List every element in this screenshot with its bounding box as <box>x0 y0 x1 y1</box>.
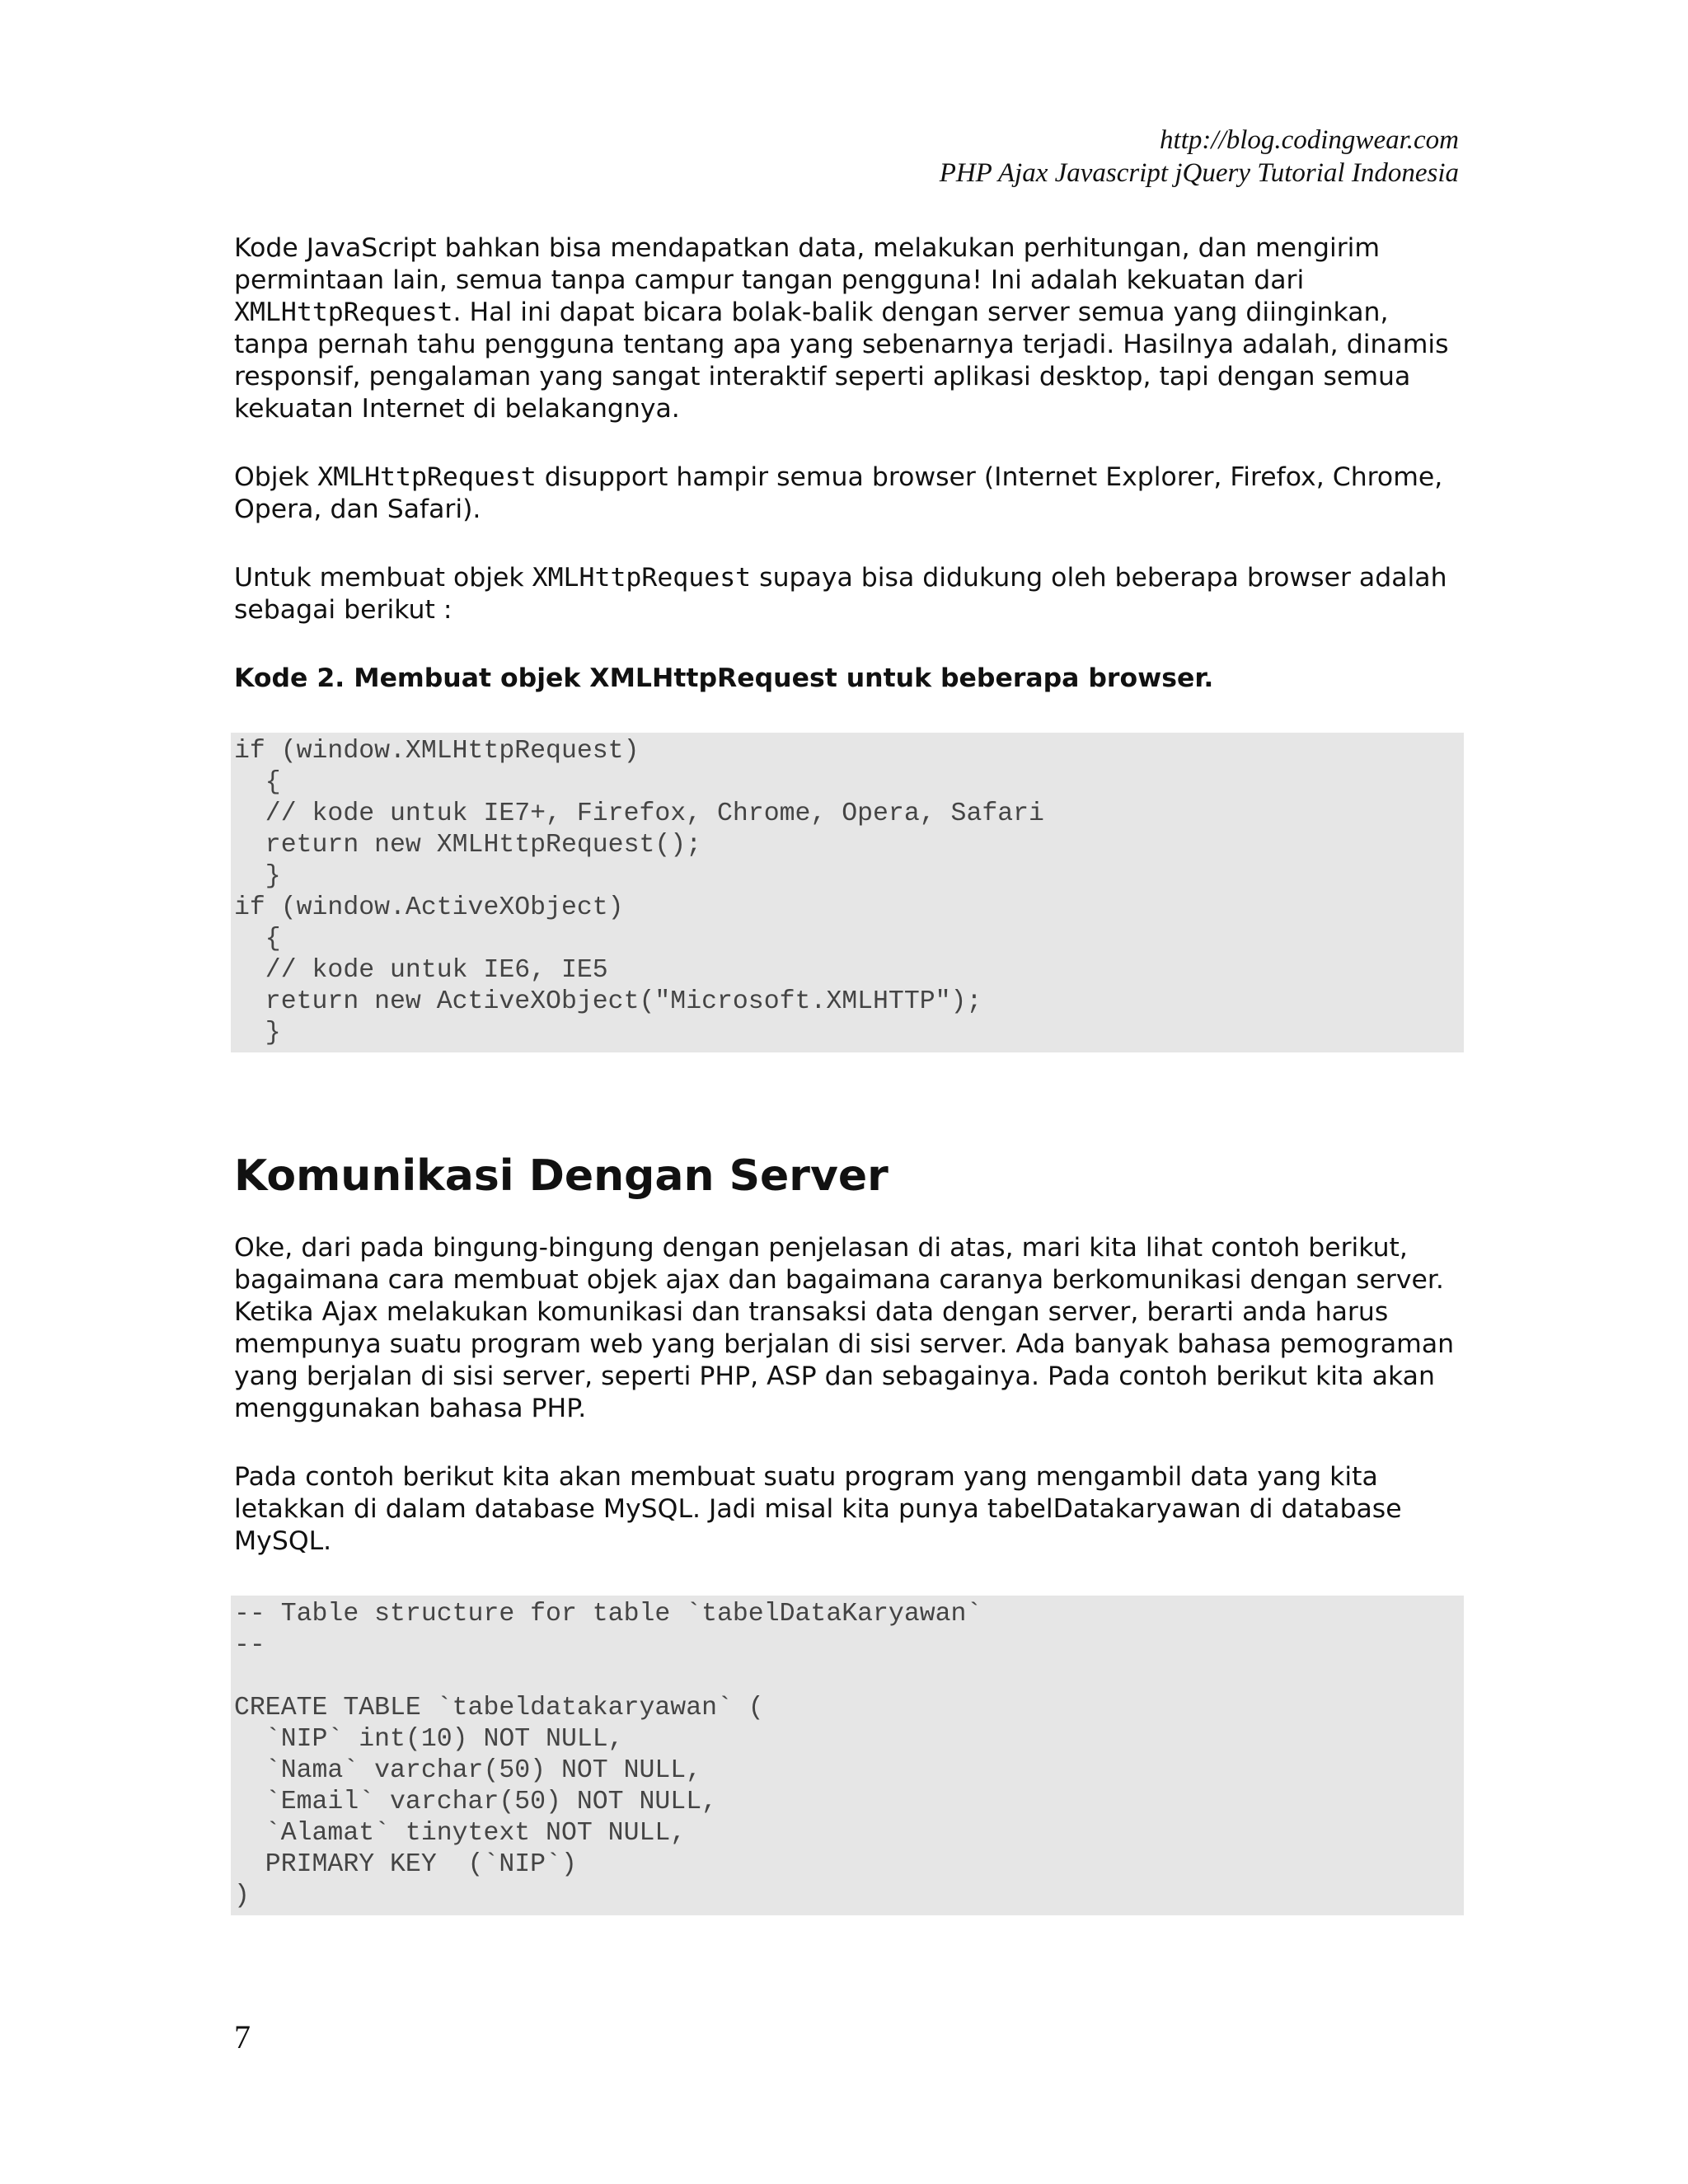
inline-code: XMLHttpRequest <box>532 563 752 593</box>
inline-code: XMLHttpRequest <box>234 298 453 327</box>
paragraph-intro <box>234 232 1462 425</box>
page-header <box>940 124 1459 190</box>
header-url: http://blog.codingwear.com <box>1160 125 1459 155</box>
section-title: Komunikasi Dengan Server <box>234 1151 889 1201</box>
page-number: 7 <box>234 2018 251 2055</box>
paragraph-text: Objek <box>234 462 318 492</box>
code-block-xmlhttprequest: if (window.XMLHttpRequest) { // kode untuk IE7+, Firefox, Chrome, Opera, Safari return new XMLHttpRequest(); } if (window.ActiveXObject) { // kode untuk IE6, IE5 return new ActiveXObject("Microsoft.XMLHTTP"); } <box>231 733 1464 1052</box>
header-subtitle: PHP Ajax Javascript jQuery Tutorial Indonesia <box>939 158 1459 188</box>
paragraph-text: Kode JavaScript bahkan bisa mendapatkan data, melakukan perhitungan, dan mengirim permintaan lain, semua tanpa campur tangan pengguna! Ini adalah kekuatan dari <box>234 233 1381 295</box>
paragraph-mysql-example: Pada contoh berikut kita akan membuat suatu program yang mengambil data yang kita letakkan di dalam database MySQL. Jadi misal kita punya tabelDatakaryawan di database MySQL. <box>234 1462 1402 1556</box>
paragraph-text: disupport hampir semua browser (Internet Explorer, Firefox, Chrome, Opera, dan Safari). <box>234 462 1443 524</box>
inline-code: XMLHttpRequest <box>317 462 537 492</box>
paragraph-text: Untuk membuat objek <box>234 563 532 593</box>
code-block-create-table: -- Table structure for table `tabelDataKaryawan` -- CREATE TABLE `tabeldatakaryawan` ( `NIP` int(10) NOT NULL, `Nama` varchar(50) NOT NULL, `Email` varchar(50) NOT NULL, `Alamat` tinytext NOT NULL, PRIMARY KEY (`NIP`) ) <box>231 1596 1464 1915</box>
paragraph-text: . Hal ini dapat bicara bolak-balik dengan server semua yang diinginkan, tanpa pernah tahu pengguna tentang apa yang sebenarnya terjadi. Hasilnya adalah, dinamis responsif, pengalaman yang sangat interaktif seperti aplikasi desktop, tapi dengan semua kekuatan Internet di belakangnya. <box>234 298 1449 424</box>
page-content <box>234 232 1462 1915</box>
paragraph-create-object <box>234 562 1462 626</box>
paragraph-browser-support <box>234 462 1462 526</box>
paragraph-text: supaya bisa didukung oleh beberapa browser adalah sebagai berikut : <box>234 563 1447 625</box>
paragraph-server-communication: Oke, dari pada bingung-bingung dengan penjelasan di atas, mari kita lihat contoh berikut, bagaimana cara membuat objek ajax dan bagaimana caranya berkomunikasi dengan server. Ketika Ajax melakukan komunikasi dan transaksi data dengan server, berarti anda harus mempunya suatu program web yang berjalan di sisi server. Ada banyak bahasa pemograman yang berjalan di sisi server, seperti PHP, ASP dan sebagainya. Pada contoh berikut kita akan menggunakan bahasa PHP. <box>234 1233 1455 1423</box>
code-caption: Kode 2. Membuat objek XMLHttpRequest untuk beberapa browser. <box>234 663 1214 693</box>
